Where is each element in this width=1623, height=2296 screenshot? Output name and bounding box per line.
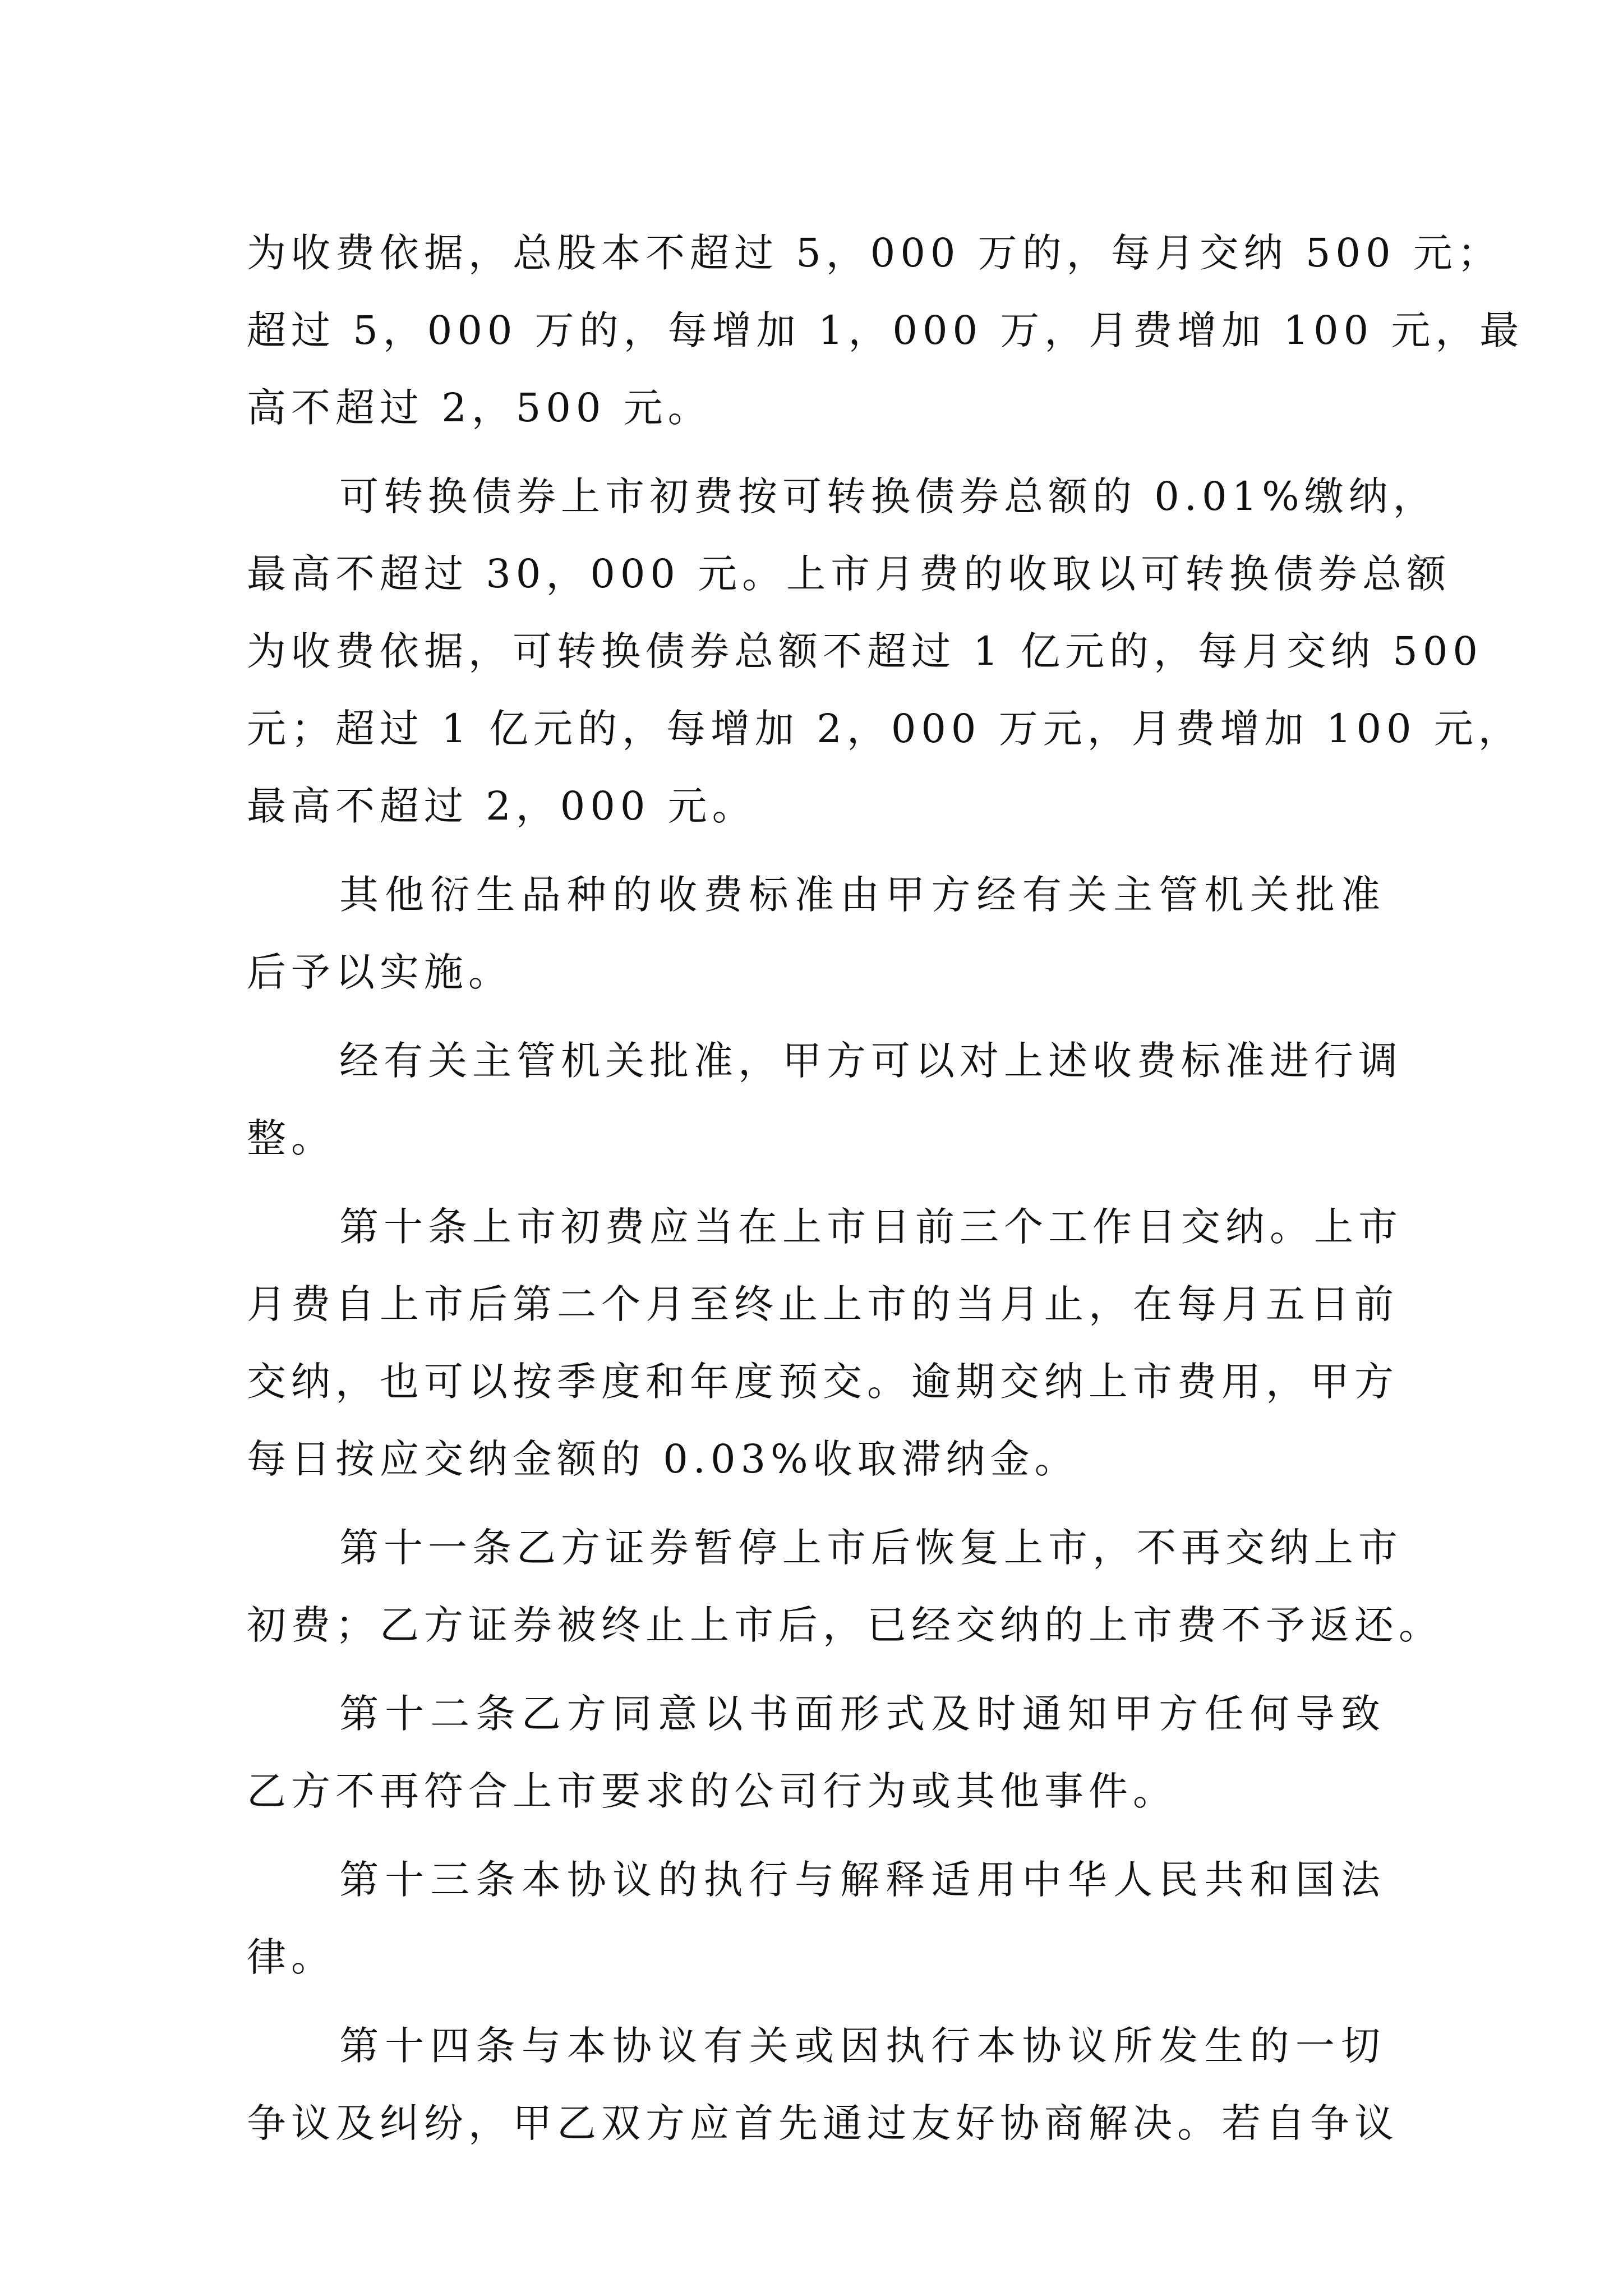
text-line: 第十条上市初费应当在上市日前三个工作日交纳。上市 (339, 1204, 1403, 1250)
text-line: 第十三条本协议的执行与解释适用中华人民共和国法 (339, 1857, 1385, 1903)
text-line: 整。 (247, 1115, 335, 1161)
text-line: 第十一条乙方证券暂停上市后恢复上市，不再交纳上市 (339, 1525, 1403, 1571)
text-line: 可转换债券上市初费按可转换债券总额的 0.01%缴纳， (339, 473, 1437, 519)
text-line: 律。 (247, 1934, 335, 1980)
text-line: 初费；乙方证券被终止上市后，已经交纳的上市费不予返还。 (247, 1602, 1443, 1648)
text-line: 经有关主管机关批准，甲方可以对上述收费标准进行调 (339, 1038, 1403, 1084)
text-line: 第十四条与本协议有关或因执行本协议所发生的一切 (339, 2023, 1385, 2069)
text-line: 交纳，也可以按季度和年度预交。逾期交纳上市费用，甲方 (247, 1359, 1399, 1405)
text-line: 每日按应交纳金额的 0.03%收取滞纳金。 (247, 1436, 1079, 1482)
text-line: 其他衍生品种的收费标准由甲方经有关主管机关批准 (339, 872, 1385, 918)
text-line: 高不超过 2，500 元。 (247, 385, 712, 431)
text-line: 后予以实施。 (247, 949, 513, 995)
text-line: 最高不超过 2，000 元。 (247, 783, 757, 829)
text-line: 元；超过 1 亿元的，每增加 2，000 万元，月费增加 100 元， (247, 706, 1523, 752)
text-line: 月费自上市后第二个月至终止上市的当月止，在每月五日前 (247, 1281, 1399, 1327)
text-line: 超过 5，000 万的，每增加 1，000 万，月费增加 100 元，最 (247, 307, 1524, 353)
document-body (247, 214, 1524, 2162)
text-line: 为收费依据，总股本不超过 5，000 万的，每月交纳 500 元； (247, 230, 1502, 276)
text-line: 为收费依据，可转换债券总额不超过 1 亿元的，每月交纳 500 (247, 628, 1483, 674)
text-line: 争议及纠纷，甲乙双方应首先通过友好协商解决。若自争议 (247, 2100, 1399, 2146)
text-line: 第十二条乙方同意以书面形式及时通知甲方任何导致 (339, 1691, 1385, 1737)
text-line: 乙方不再符合上市要求的公司行为或其他事件。 (247, 1768, 1177, 1814)
text-line: 最高不超过 30，000 元。上市月费的收取以可转换债券总额 (247, 551, 1451, 597)
